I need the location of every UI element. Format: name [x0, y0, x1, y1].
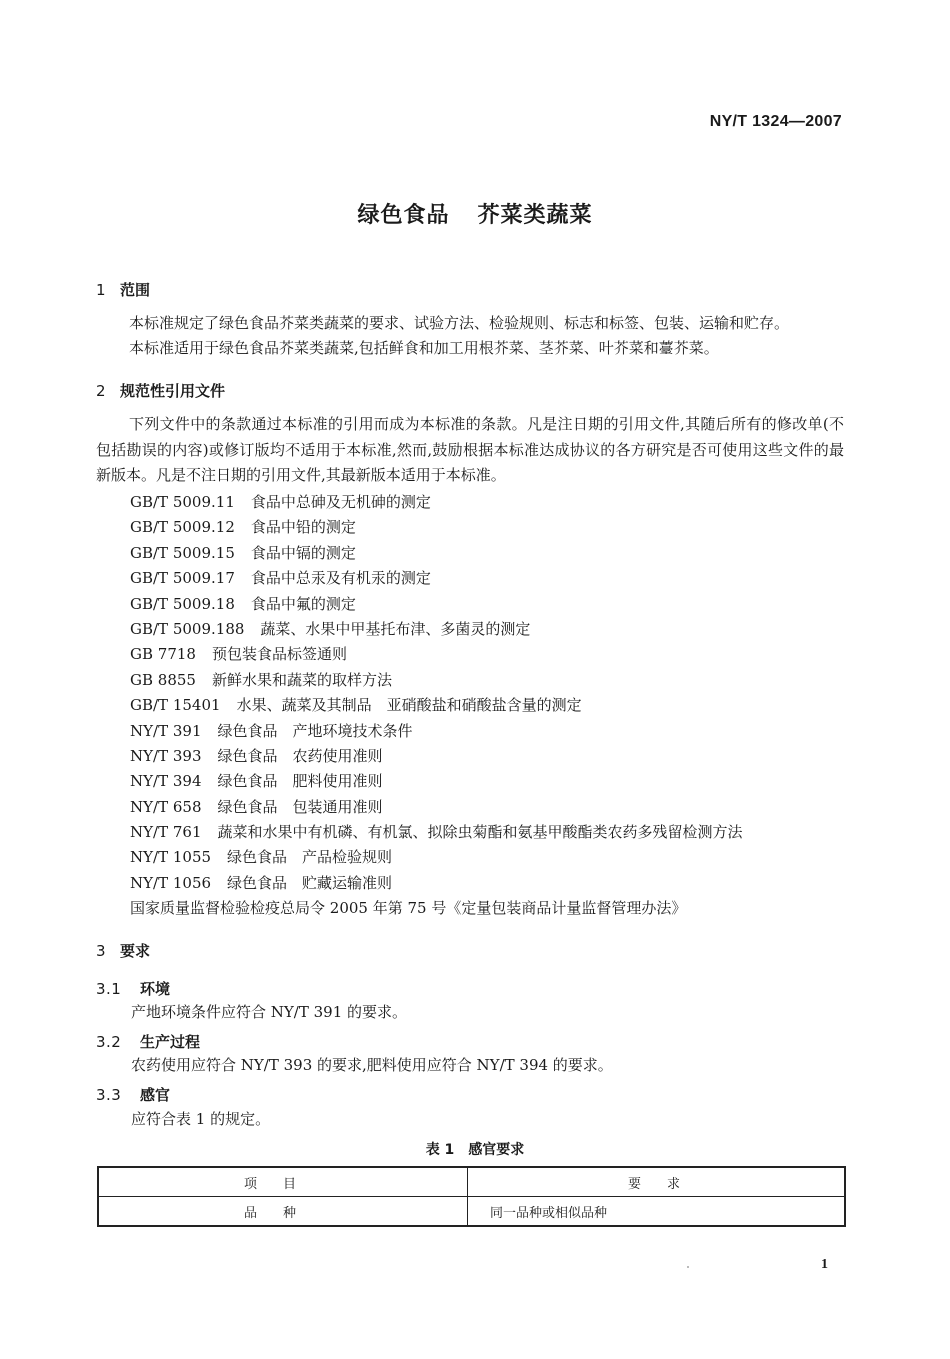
section-2-number: 2: [96, 382, 106, 400]
reference-title: 食品中总砷及无机砷的测定: [250, 493, 431, 511]
table-1-label: 表 1: [425, 1142, 455, 1158]
section-2-heading: [96, 380, 225, 401]
list-item: [130, 871, 743, 896]
reference-title: 食品中镉的测定: [250, 543, 356, 562]
table-cell-requirement: 同一品种或相似品种: [468, 1197, 846, 1227]
subsection-3-3-number: 3.3: [96, 1086, 122, 1104]
column-header-item: 项目: [98, 1167, 468, 1197]
list-item: [130, 820, 743, 845]
subsection-3-2-text: 农药使用应符合 NY/T 393 的要求,肥料使用应符合 NY/T 394 的要求。: [131, 1056, 613, 1074]
table-1-caption: [0, 1139, 950, 1159]
reference-code: GB/T 5009.18: [130, 594, 235, 613]
table-1-title: 感官要求: [468, 1142, 525, 1158]
reference-code: GB/T 5009.11: [130, 493, 235, 511]
section-2-title: 规范性引用文件: [120, 382, 226, 400]
subsection-3-1-title: 环境: [140, 980, 171, 998]
section-1-heading: [96, 279, 150, 300]
reference-code: GB/T 5009.17: [130, 569, 235, 588]
reference-title: 食品中氟的测定: [250, 594, 356, 613]
subsection-3-3-text: 应符合表 1 的规定。: [131, 1110, 271, 1128]
section-3-number: 3: [96, 942, 106, 960]
list-item: [130, 592, 743, 617]
reference-title: 绿色食品 肥料使用准则: [217, 772, 383, 791]
table-cell-item: 品种: [98, 1197, 468, 1227]
standard-code: NY/T 1324—2007: [709, 113, 842, 130]
list-item: [130, 490, 743, 515]
sensory-requirements-table: [97, 1166, 846, 1227]
column-header-requirement: 要求: [468, 1167, 846, 1197]
reference-title: 蔬菜和水果中有机磷、有机氯、拟除虫菊酯和氨基甲酸酯类农药多残留检测方法: [217, 823, 743, 842]
title-part-1: 绿色食品: [357, 203, 450, 228]
reference-title: 水果、蔬菜及其制品 亚硝酸盐和硝酸盐含量的测定: [236, 696, 582, 715]
section-1-paragraph-2: 本标准适用于绿色食品芥菜类蔬菜,包括鲜食和加工用根芥菜、茎芥菜、叶芥菜和薹芥菜。: [129, 339, 719, 357]
section-3-title: 要求: [120, 942, 151, 960]
list-item: [130, 845, 743, 870]
scan-speck: [687, 1266, 689, 1268]
reference-title: 绿色食品 贮藏运输准则: [227, 873, 393, 892]
reference-code: NY/T 761: [130, 823, 202, 842]
reference-title: 蔬菜、水果中甲基托布津、多菌灵的测定: [260, 619, 531, 638]
list-item: [130, 617, 743, 642]
reference-title: 绿色食品 农药使用准则: [217, 746, 383, 765]
list-item: [130, 541, 743, 566]
reference-title: 食品中铅的测定: [250, 518, 356, 537]
subsection-3-2-number: 3.2: [96, 1033, 122, 1051]
reference-code: NY/T 1056: [130, 873, 212, 892]
reference-code: GB/T 5009.15: [130, 543, 235, 562]
list-item: [130, 744, 743, 769]
subsection-3-3-heading: [96, 1084, 170, 1105]
reference-code: GB/T 5009.188: [130, 619, 245, 638]
normative-references-list: [130, 490, 743, 922]
reference-code: NY/T 394: [130, 772, 202, 791]
reference-code: GB 7718: [130, 645, 196, 664]
reference-code: NY/T 1055: [130, 848, 212, 867]
reference-code: NY/T 393: [130, 746, 202, 765]
list-item: [130, 795, 743, 820]
title-part-2: 芥菜类蔬菜: [477, 203, 593, 228]
reference-title: 新鲜水果和蔬菜的取样方法: [211, 670, 392, 689]
list-item: [130, 642, 743, 667]
section-2-intro: 下列文件中的条款通过本标准的引用而成为本标准的条款。凡是注日期的引用文件,其随后所有的修改单(不包括勘误的内容)或修订版均不适用于本标准,然而,鼓励根据本标准达成协议的各方研究是否可使用这些文件的最新版本。凡是不注日期的引用文件,其最新版本适用于本标准。: [96, 415, 844, 485]
subsection-3-2-heading: [96, 1031, 200, 1052]
list-item: [130, 769, 743, 794]
section-1-paragraph-1: 本标准规定了绿色食品芥菜类蔬菜的要求、试验方法、检验规则、标志和标签、包装、运输和贮存。: [129, 314, 790, 332]
list-item: [130, 668, 743, 693]
reference-code: GB 8855: [130, 670, 196, 689]
list-item: [130, 719, 743, 744]
list-item: [130, 566, 743, 591]
page-number: 1: [821, 1257, 828, 1272]
section-3-heading: [96, 940, 150, 961]
reference-code: NY/T 658: [130, 797, 202, 816]
reference-title: 食品中总汞及有机汞的测定: [250, 569, 431, 588]
reference-title: 绿色食品 包装通用准则: [217, 797, 383, 816]
section-1-title: 范围: [120, 281, 151, 299]
reference-code: GB/T 5009.12: [130, 518, 235, 537]
table-header-row: [98, 1167, 845, 1197]
subsection-3-1-heading: [96, 978, 170, 999]
list-item: [130, 515, 743, 540]
subsection-3-2-title: 生产过程: [140, 1033, 201, 1051]
reference-code: GB/T 15401: [130, 696, 221, 715]
list-item: [130, 693, 743, 718]
table-row: [98, 1197, 845, 1227]
reference-title: 绿色食品 产地环境技术条件: [217, 721, 413, 740]
reference-code: NY/T 391: [130, 721, 202, 740]
subsection-3-1-text: 产地环境条件应符合 NY/T 391 的要求。: [131, 1003, 408, 1021]
decree-reference: 国家质量监督检验检疫总局令 2005 年第 75 号《定量包装商品计量监督管理办法》: [130, 899, 687, 918]
section-1-number: 1: [96, 281, 106, 299]
subsection-3-1-number: 3.1: [96, 980, 122, 998]
document-title: [0, 198, 950, 229]
reference-title: 预包装食品标签通则: [211, 645, 347, 664]
reference-title: 绿色食品 产品检验规则: [227, 848, 393, 867]
subsection-3-3-title: 感官: [140, 1086, 171, 1104]
